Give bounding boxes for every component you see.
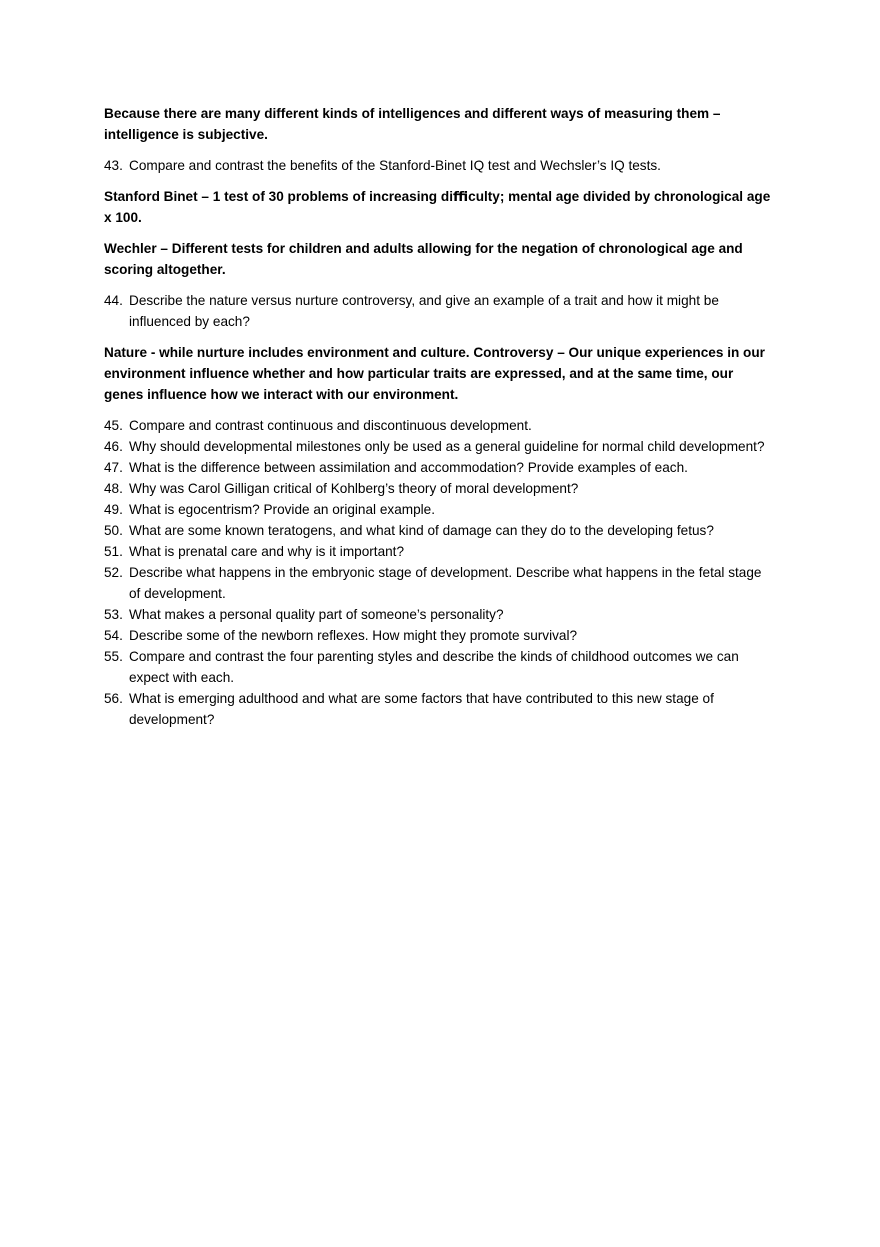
question-item bbox=[104, 520, 776, 541]
question-text: What is egocentrism? Provide an original example. bbox=[129, 502, 436, 517]
question-number: 45. bbox=[104, 418, 123, 433]
question-number: 46. bbox=[104, 439, 123, 454]
document-body bbox=[104, 103, 776, 730]
question-text: Compare and contrast the benefits of the Stanford-Binet IQ test and Wechsler’s IQ tests. bbox=[129, 158, 661, 173]
question-item bbox=[104, 646, 776, 688]
question-item bbox=[104, 604, 776, 625]
question-number: 47. bbox=[104, 460, 123, 475]
answer-paragraph: Because there are many different kinds of intelligences and different ways of measuring them – intelligence is subjective. bbox=[104, 106, 721, 142]
question-text: Compare and contrast continuous and discontinuous development. bbox=[129, 418, 532, 433]
question-text: Why should developmental milestones only be used as a general guideline for normal child development? bbox=[129, 439, 765, 454]
question-item bbox=[104, 290, 776, 332]
question-text: Describe what happens in the embryonic stage of development. Describe what happens in the fetal stage of development. bbox=[129, 565, 762, 601]
question-number: 56. bbox=[104, 691, 123, 706]
question-item bbox=[104, 541, 776, 562]
question-number: 43. bbox=[104, 158, 123, 173]
question-number: 50. bbox=[104, 523, 123, 538]
question-number: 44. bbox=[104, 293, 123, 308]
question-number: 51. bbox=[104, 544, 123, 559]
question-text: What are some known teratogens, and what kind of damage can they do to the developing fetus? bbox=[129, 523, 714, 538]
question-text: What makes a personal quality part of someone’s personality? bbox=[129, 607, 504, 622]
question-item bbox=[104, 625, 776, 646]
question-item bbox=[104, 155, 776, 176]
question-number: 55. bbox=[104, 649, 123, 664]
question-number: 52. bbox=[104, 565, 123, 580]
question-number: 53. bbox=[104, 607, 123, 622]
question-number: 48. bbox=[104, 481, 123, 496]
question-list bbox=[104, 415, 776, 730]
question-number: 49. bbox=[104, 502, 123, 517]
question-text: Describe some of the newborn reflexes. How might they promote survival? bbox=[129, 628, 578, 643]
question-item bbox=[104, 436, 776, 457]
question-item bbox=[104, 415, 776, 436]
answer-paragraph: Wechler – Different tests for children and adults allowing for the negation of chronological age and scoring altogether. bbox=[104, 241, 743, 277]
question-text: Describe the nature versus nurture controversy, and give an example of a trait and how it might be influenced by each? bbox=[129, 293, 719, 329]
question-text: What is emerging adulthood and what are some factors that have contributed to this new stage of development? bbox=[129, 691, 714, 727]
question-item bbox=[104, 562, 776, 604]
question-item bbox=[104, 499, 776, 520]
question-text: Compare and contrast the four parenting styles and describe the kinds of childhood outcomes we can expect with each. bbox=[129, 649, 739, 685]
question-text: What is the difference between assimilation and accommodation? Provide examples of each. bbox=[129, 460, 688, 475]
question-number: 54. bbox=[104, 628, 123, 643]
question-text: Why was Carol Gilligan critical of Kohlberg’s theory of moral development? bbox=[129, 481, 579, 496]
answer-paragraph: Nature - while nurture includes environment and culture. Controversy – Our unique experiences in our environment influence whether and how particular traits are expressed, and at the same time, our genes influence how we interact with our environment. bbox=[104, 345, 765, 402]
question-item bbox=[104, 478, 776, 499]
question-item bbox=[104, 457, 776, 478]
answer-paragraph: Stanford Binet – 1 test of 30 problems of increasing diﬃculty; mental age divided by chronological age x 100. bbox=[104, 189, 771, 225]
question-item bbox=[104, 688, 776, 730]
question-text: What is prenatal care and why is it important? bbox=[129, 544, 405, 559]
